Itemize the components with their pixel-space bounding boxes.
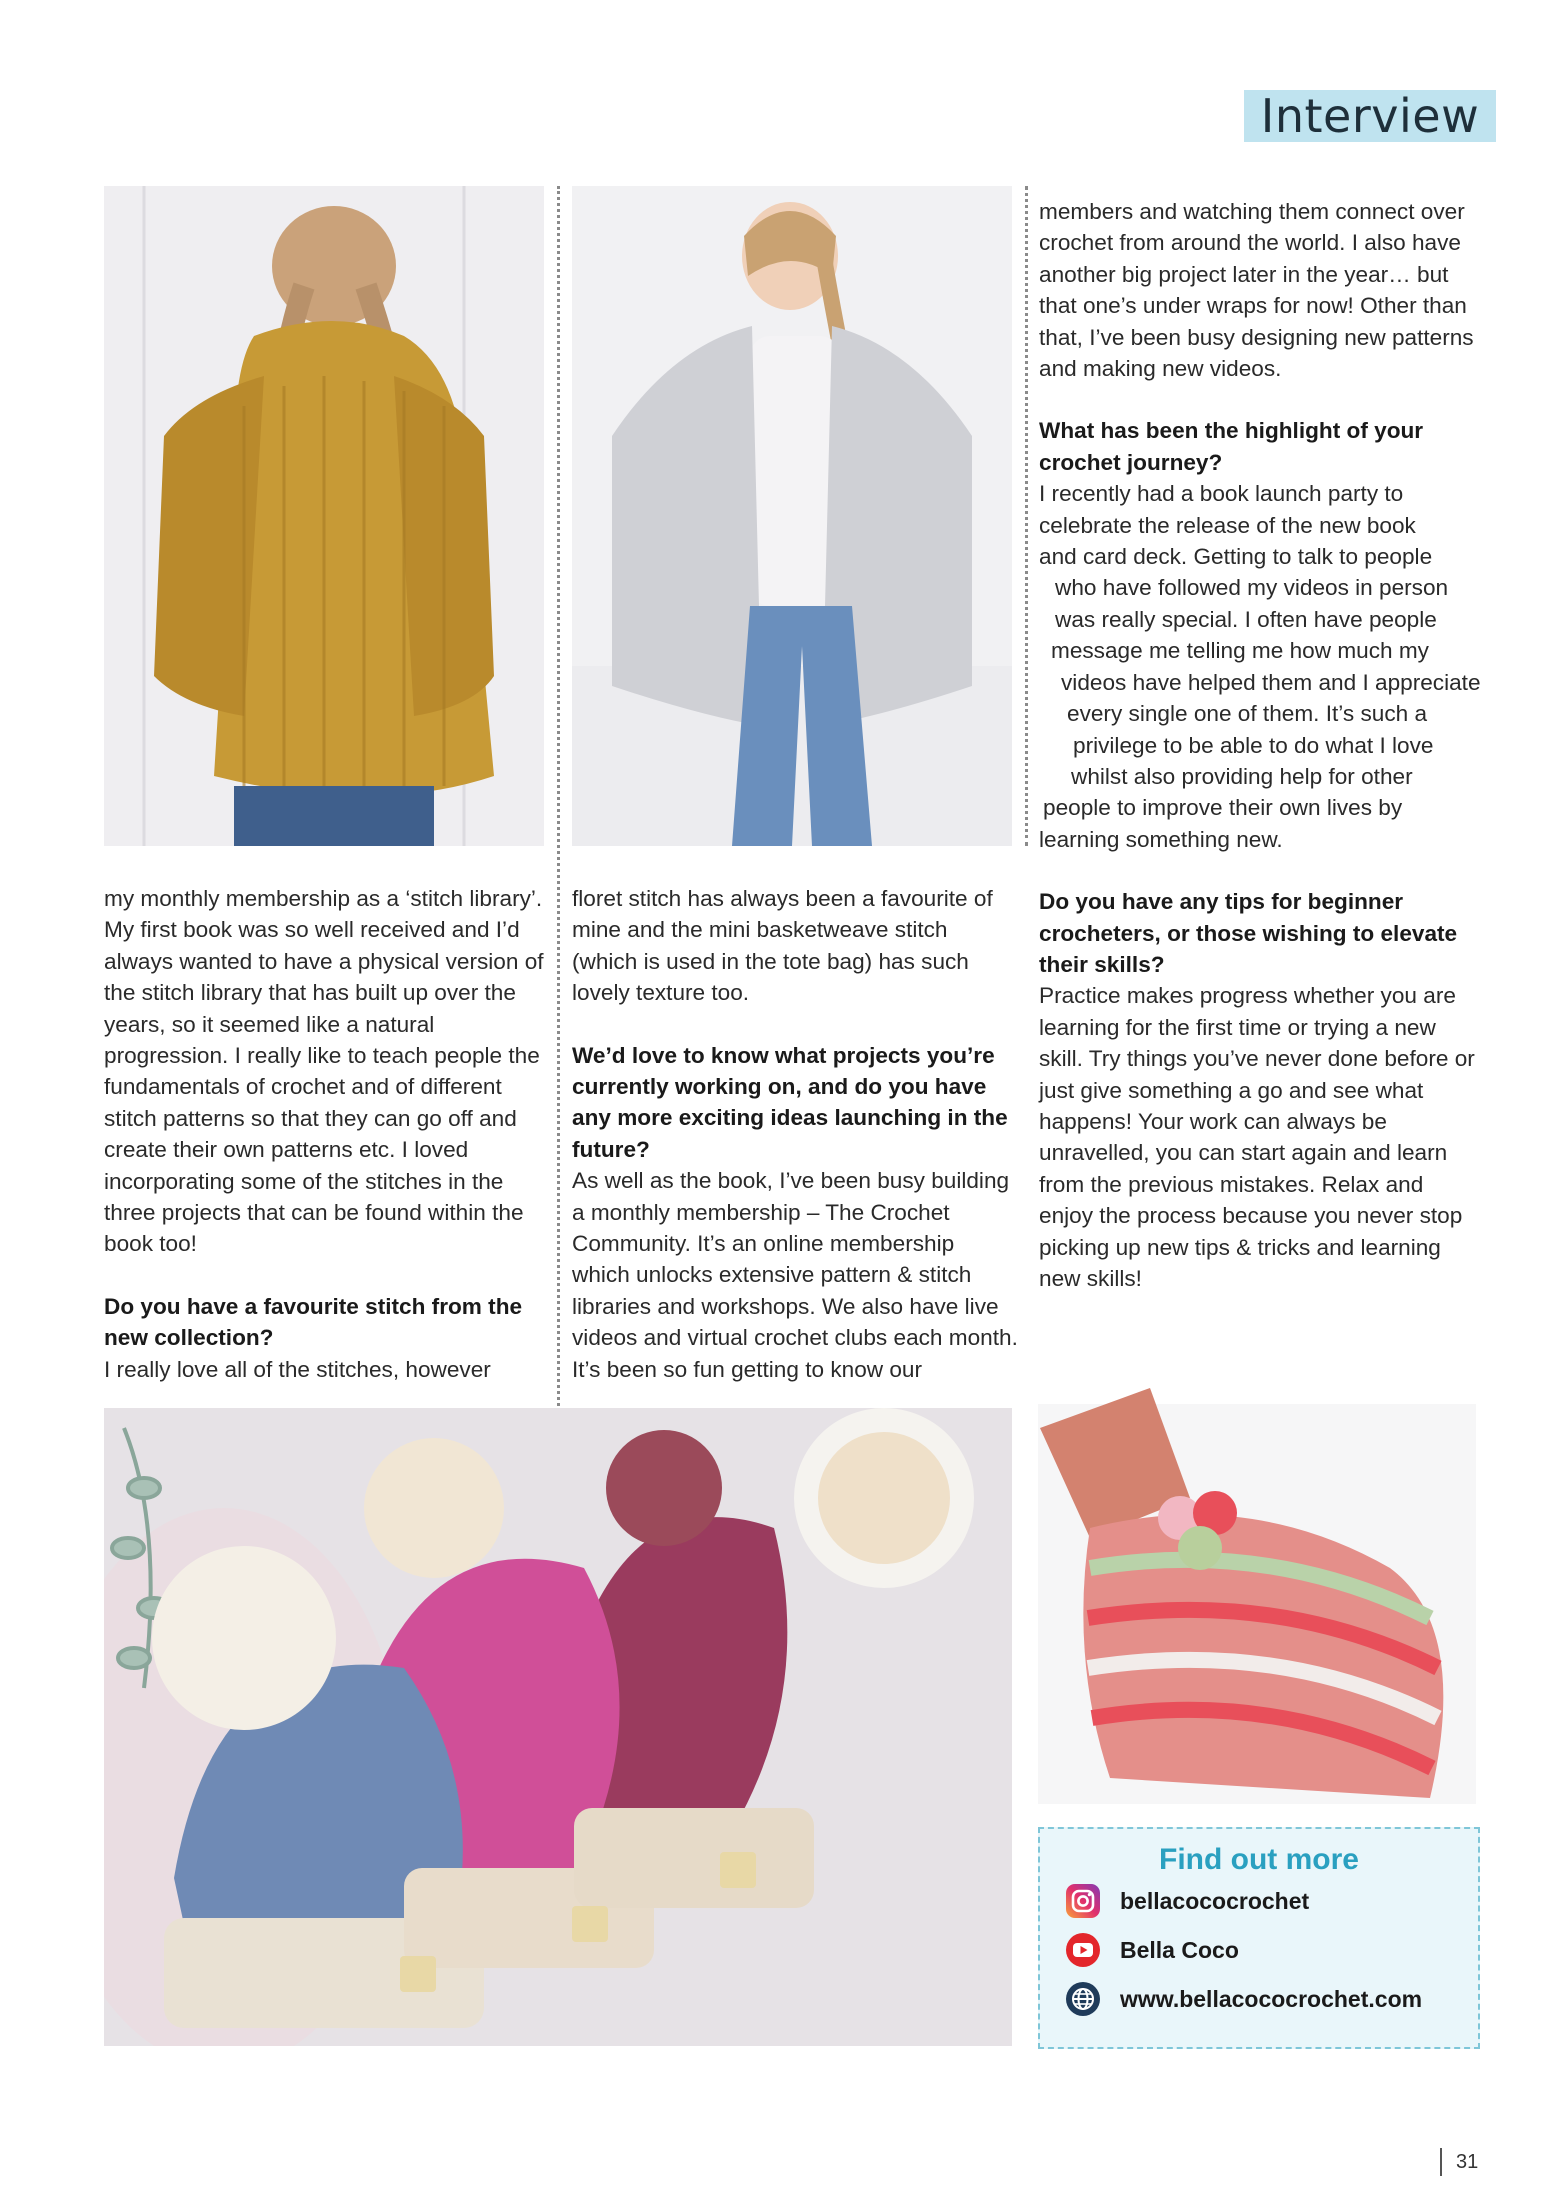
- page-number: 31: [1440, 2148, 1478, 2176]
- text-line: privilege to be able to do what I love: [1073, 732, 1434, 758]
- youtube-channel[interactable]: Bella Coco: [1120, 1936, 1239, 1963]
- text-line: who have followed my videos in person: [1055, 575, 1449, 601]
- youtube-row[interactable]: [1064, 1930, 1239, 1970]
- text-line: celebrate the release of the new book: [1039, 512, 1416, 538]
- text-line: was really special. I often have people: [1055, 606, 1437, 632]
- interview-question: We’d love to know what projects you’re currently working on, and do you have any more exciting ideas launching in the future?: [572, 1042, 1008, 1162]
- paragraph: Practice makes progress whether you are learning for the first time or trying a new skill. Try things you’ve never done before or just give something a go and see what happens! Your work can always be unravelled, you can start again and learn from the previous mistakes. Relax and enjoy the process because you never stop picking up new tips & tricks and learning new skills!: [1039, 983, 1475, 1291]
- text-line: I recently had a book launch party to: [1039, 481, 1404, 507]
- text-line: message me telling me how much my: [1051, 638, 1429, 664]
- youtube-icon: [1064, 1931, 1102, 1969]
- interview-question: Do you have a favourite stitch from the new collection?: [104, 1293, 523, 1351]
- paragraph: I really love all of the stitches, however: [104, 1356, 491, 1382]
- text-line: whilst also providing help for other: [1071, 763, 1413, 789]
- find-out-more-title: Find out more: [1159, 1843, 1359, 1876]
- text-line: videos have helped them and I appreciate: [1061, 669, 1481, 695]
- globe-icon: [1064, 1980, 1102, 2018]
- instagram-icon: [1064, 1882, 1102, 1920]
- website-link[interactable]: www.bellacococrochet.com: [1120, 1985, 1423, 2012]
- instagram-handle[interactable]: bellacococrochet: [1120, 1887, 1310, 1914]
- photo-crochet-hats: [104, 1408, 1012, 2046]
- column-divider: [557, 186, 560, 1406]
- text-line: and card deck. Getting to talk to people: [1039, 544, 1433, 570]
- photo-grey-cardigan: [572, 186, 1012, 846]
- instagram-row[interactable]: [1064, 1881, 1309, 1921]
- text-line: people to improve their own lives by: [1043, 795, 1403, 821]
- photo-hot-water-bottle: [1030, 1388, 1476, 1804]
- column-2-text: [572, 883, 1018, 1385]
- text-line: every single one of them. It’s such a: [1067, 701, 1428, 727]
- interview-question: What has been the highlight of your crochet journey?: [1039, 418, 1424, 475]
- column-3-text: [1039, 196, 1479, 1294]
- text-line: learning something new.: [1039, 826, 1283, 852]
- paragraph: my monthly membership as a ‘stitch library’. My first book was so well received and I’d always wanted to have a physical version of the stitch library that has built up over the years, so it seemed like a natural progression. I really like to teach people the fundamentals of crochet and of different stitch patterns so that they can go off and create their own patterns etc. I loved incorporating some of the stitches in the three projects that can be found within the book too!: [104, 886, 544, 1257]
- paragraph: As well as the book, I’ve been busy building a monthly membership – The Crochet Community. It’s an online membership which unlocks extensive pattern & stitch libraries and workshops. We also have live videos and virtual crochet clubs each month. It’s been so fun getting to know our: [572, 1168, 1018, 1382]
- paragraph-shaped: [1039, 478, 1479, 855]
- paragraph: members and watching them connect over crochet from around the world. I also have another big project later in the year… but that one’s under wraps for now! Other than that, I’ve been busy designing new patterns and making new videos.: [1039, 199, 1474, 382]
- paragraph: floret stitch has always been a favourite of mine and the mini basketweave stitch (which is used in the tote bag) has such lovely texture too.: [572, 886, 993, 1006]
- section-tag: Interview: [1244, 90, 1496, 142]
- website-row[interactable]: [1064, 1979, 1422, 2019]
- interview-question: Do you have any tips for beginner crocheters, or those wishing to elevate their skills?: [1039, 889, 1458, 977]
- photo-mustard-cardigan: [104, 186, 544, 846]
- column-1-text: [104, 883, 550, 1385]
- find-out-more-box: [1038, 1827, 1480, 2049]
- column-divider: [1025, 186, 1028, 846]
